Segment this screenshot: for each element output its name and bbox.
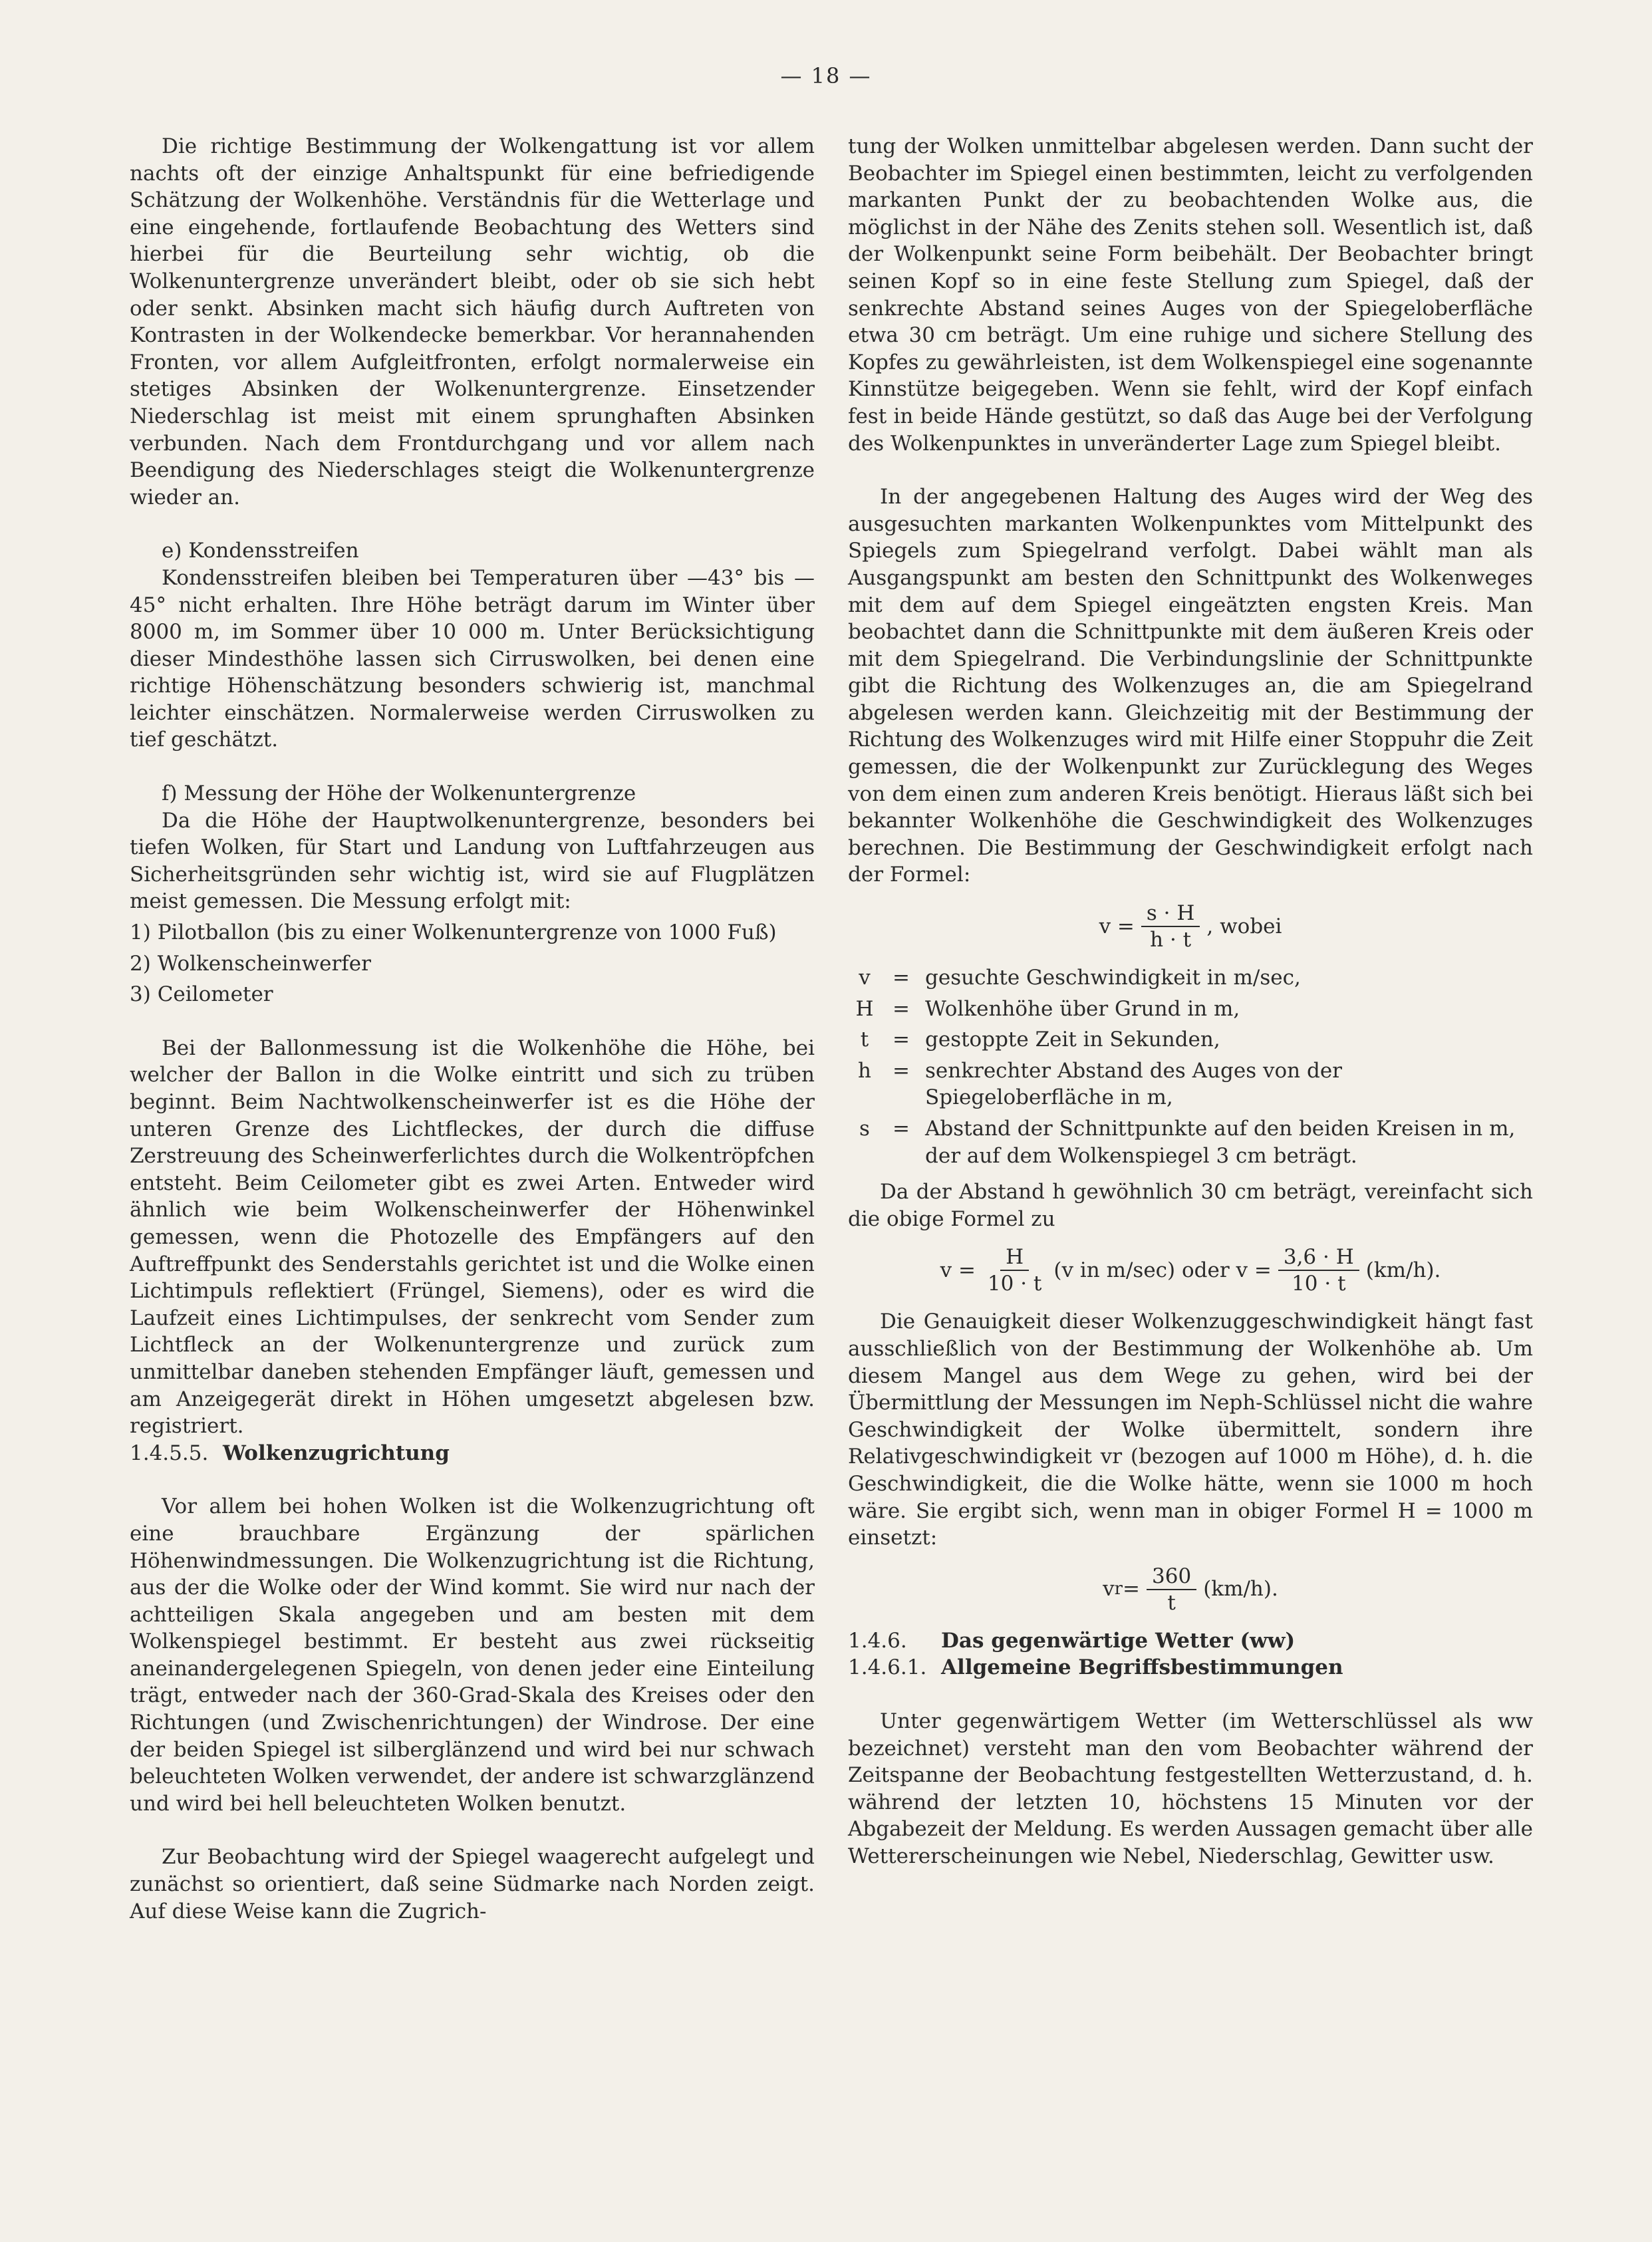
paragraph-messung: Da die Höhe der Hauptwolkenuntergrenze, besonders bei tiefen Wolken, für Start und Landung von Luftfahrzeugen aus Sicherheitsgründen sehr wichtig ist, wird sie auf Flugplätzen meist gemessen. Die Messung erfolgt mit: bbox=[130, 808, 815, 914]
section-title: Allgemeine Begriffsbestimmungen bbox=[941, 1655, 1343, 1680]
symbol-definitions bbox=[848, 964, 1533, 1169]
right-column bbox=[848, 133, 1533, 1870]
paragraph-wolkenzugrichtung: Vor allem bei hohen Wolken ist die Wolkenzugrichtung oft eine brauchbare Ergänzung der spärlichen Höhenwindmessungen. Die Wolkenzugrichtung ist die Richtung, aus der die Wolke oder der Wind kommt. Sie wird nur nach der achtteiligen Skala angegeben und am besten mit dem Wolkenspiegel bestimmt. Er besteht aus zwei rückseitig aneinandergelegenen Spiegeln, von denen jeder eine Einteilung trägt, entweder nach der 360-Grad-Skala des Kreises oder den Richtungen (und Zwischenrichtungen) der Windrose. Der eine der beiden Spiegel ist silberglänzend und wird bei nur schwach beleuchteten Wolken verwendet, der andere ist schwarzglänzend und wird bei hell beleuchteten Wolken benutzt. bbox=[130, 1494, 815, 1816]
definition-row: h = senkrechter Abstand des Auges von der Spiegeloberfläche in m, bbox=[858, 1058, 1342, 1110]
section-title: Wolkenzugrichtung bbox=[223, 1441, 450, 1465]
formula-relative-velocity: v r = $\frac{360}{t}$ (km/h). bbox=[1103, 1564, 1278, 1615]
definition-row: t = gestoppte Zeit in Sekunden, bbox=[860, 1028, 1220, 1052]
paragraph-wolkengattung: Die richtige Bestimmung der Wolkengattung ist vor allem nachts oft der einzige Anhaltspunkt für eine befriedigende Schätzung der Wolkenhöhe. Verständnis für die Wetterlage und eine eingehende, fortlaufende Beobachtung des Wetters sind hierbei für die Beurteilung sehr wichtig, ob die Wolkenuntergrenze unverändert bleibt, oder ob sie sich hebt oder senkt. Absinken macht sich häufig durch Auftreten von Kontrasten in der Wolkendecke bemerkbar. Vor herannahenden Fronten, vor allem Aufgleitfronten, erfolgt normalerweise ein stetiges Absinken der Wolkenuntergrenze. Einsetzender Niederschlag ist meist mit einem sprunghaften Absinken verbunden. Nach dem Frontdurchgang und vor allem nach Beendigung des Niederschlages steigt die Wolkenuntergrenze wieder an. bbox=[130, 134, 815, 509]
section-number: 1.4.5.5. bbox=[130, 1441, 209, 1465]
list-item: 1) Pilotballon (bis zu einer Wolkenuntergrenze von 1000 Fuß) bbox=[130, 920, 777, 945]
fraction: $\frac{3,6 \cdot H}{10 \cdot t}$ bbox=[1278, 1244, 1359, 1296]
list-item: 2) Wolkenscheinwerfer bbox=[130, 951, 371, 976]
paragraph-gegenwaertiges-wetter: Unter gegenwärtigem Wetter (im Wetterschlüssel als ww bezeichnet) versteht man den vom Beobachter während der Zeitspanne der Beobachtung festgestellten Wetterzustand, d. h. während der letzten 10, höchstens 15 Minuten vor der Abgabezeit der Meldung. Es werden Aussagen gemacht über alle Wettererscheinungen wie Nebel, Niederschlag, Gewitter usw. bbox=[848, 1709, 1533, 1868]
fraction: $\frac{360}{t}$ bbox=[1147, 1564, 1196, 1615]
definition-row: v = gesuchte Geschwindigkeit in m/sec, bbox=[859, 966, 1301, 990]
subheading-messung: f) Messung der Höhe der Wolkenuntergrenze bbox=[162, 781, 636, 806]
paragraph-abstand: Da der Abstand h gewöhnlich 30 cm beträgt, vereinfacht sich die obige Formel zu bbox=[848, 1180, 1533, 1231]
page-number: — 18 — bbox=[780, 63, 872, 88]
paragraph-haltung-auge: In der angegebenen Haltung des Auges wird der Weg des ausgesuchten markanten Wolkenpunktes vom Mittelpunkt des Spiegels zum Spiegelrand verfolgt. Dabei wählt man als Ausgangspunkt am besten den Schnittpunkt des Wolkenweges mit dem auf dem Spiegel eingeätzten engsten Kreis. Man beobachtet dann die Schnittpunkte mit dem äußeren Kreis oder mit dem Spiegelrand. Die Verbindungslinie der Schnittpunkte gibt die Richtung des Wolkenzuges an, die am Spiegelrand abgelesen werden kann. Gleichzeitig mit der Bestimmung der Richtung des Wolkenzuges wird mit Hilfe einer Stoppuhr die Zeit gemessen, die der Wolkenpunkt zur Zurücklegung des Weges von dem einen zum anderen Kreis benötigt. Hieraus läßt sich bei bekannter Wolkenhöhe die Geschwindigkeit des Wolkenzuges berechnen. Die Bestimmung der Geschwindigkeit erfolgt nach der Formel: bbox=[848, 485, 1533, 887]
section-heading-gegenwaertiges-wetter bbox=[848, 1627, 1533, 1655]
section-title: Das gegenwärtige Wetter (ww) bbox=[941, 1628, 1296, 1653]
fraction: $\frac{H}{10 \cdot t}$ bbox=[987, 1245, 1042, 1296]
paragraph-genauigkeit: Die Genauigkeit dieser Wolkenzuggeschwindigkeit hängt fast ausschließlich von der Bestimmung der Wolkenhöhe ab. Um diesem Mangel aus dem Wege zu gehen, wird bei der Übermittlung der Messungen im Neph-Schlüssel nicht die wahre Geschwindigkeit der Wolke übermittelt, sondern ihre Relativgeschwindigkeit vr (bezogen auf 1000 m Höhe), d. h. die Geschwindigkeit, die die Wolke hätte, wenn sie 1000 m hoch wäre. Sie ergibt sich, wenn man in obiger Formel H = 1000 m einsetzt: bbox=[848, 1310, 1533, 1550]
section-number: 1.4.6.1. bbox=[848, 1655, 927, 1680]
definition-row: H = Wolkenhöhe über Grund in m, bbox=[855, 996, 1240, 1021]
paragraph-zugrichtung-continued: tung der Wolken unmittelbar abgelesen werden. Dann sucht der Beobachter im Spiegel einen bestimmten, leicht zu verfolgenden markanten Punkt der zu beobachtenden Wolke aus, die möglichst in der Nähe des Zenits stehen soll. Wesentlich ist, daß der Wolkenpunkt seine Form beibehält. Der Beobachter bringt seinen Kopf so in eine feste Stellung zum Spiegel, daß der senkrechte Abstand seines Auges von der Spiegeloberfläche etwa 30 cm beträgt. Um eine ruhige und sichere Stellung des Kopfes zu gewährleisten, ist dem Wolkenspiegel eine sogenannte Kinnstütze beigegeben. Wenn sie fehlt, wird der Kopf einfach fest in beide Hände gestützt, so daß das Auge bei der Verfolgung des Wolkenpunktes in unveränderter Lage zum Spiegel bleibt. bbox=[848, 134, 1533, 456]
section-number: 1.4.6. bbox=[848, 1628, 907, 1653]
fraction: $\frac{s \cdot H}{h \cdot t}$ bbox=[1141, 901, 1200, 952]
measurement-list bbox=[130, 919, 815, 1008]
subheading-kondensstreifen: e) Kondensstreifen bbox=[162, 539, 359, 563]
paragraph-ballonmessung: Bei der Ballonmessung ist die Wolkenhöhe die Höhe, bei welcher der Ballon in die Wolke eintritt und sich zu trüben beginnt. Beim Nachtwolkenscheinwerfer ist es die Höhe der unteren Grenze des Lichtfleckes, der durch die diffuse Zerstreuung des Scheinwerferlichtes durch die Wolkentröpfchen entsteht. Beim Ceilometer gibt es zwei Arten. Entweder wird ähnlich wie beim Wolkenscheinwerfer der Höhenwinkel gemessen, wenn die Photozelle des Empfängers auf den Auftreffpunkt des Senderstahls gerichtet ist und die Wolke einen Lichtimpuls reflektiert (Früngel, Siemens), oder es wird die Laufzeit eines Lichtimpulses, der senkrecht vom Sender zum Lichtfleck an der Wolkenuntergrenze und zurück zum unmittelbar daneben stehenden Empfänger läuft, gemessen und am Anzeigegerät direkt in Höhen umgesetzt abgelesen bzw. registriert. bbox=[130, 1036, 815, 1439]
left-column bbox=[130, 133, 815, 1925]
paragraph-kondensstreifen: Kondensstreifen bleiben bei Temperaturen über —43° bis —45° nicht erhalten. Ihre Höhe beträgt darum im Winter über 8000 m, im Sommer über 10 000 m. Unter Berücksichtigung dieser Mindesthöhe lassen sich Cirruswolken, bei denen eine richtige Höhenschätzung besonders schwierig ist, manchmal leichter einschätzen. Normalerweise werden Cirruswolken zu tief geschätzt. bbox=[130, 565, 815, 752]
list-item: 3) Ceilometer bbox=[130, 982, 273, 1007]
formula-velocity: v = $\frac{s \cdot H}{h \cdot t}$ , wobei bbox=[1099, 901, 1282, 952]
section-heading-wolkenzugrichtung bbox=[130, 1440, 815, 1467]
paragraph-beobachtung: Zur Beobachtung wird der Spiegel waagerecht aufgelegt und zunächst so orientiert, daß seine Südmarke nach Norden zeigt. Auf diese Weise kann die Zugrich- bbox=[130, 1845, 815, 1923]
formula-simplified: v = $\frac{H}{10 \cdot t}$ (v in m/sec) oder v = $\frac{3,6 \cdot H}{10 \cdot t}$ (km/h). bbox=[940, 1245, 1441, 1296]
section-heading-begriffsbestimmungen bbox=[848, 1654, 1533, 1681]
definition-row: s = Abstand der Schnittpunkte auf den beiden Kreisen in m, der auf dem Wolkenspiegel 3 cm beträgt. bbox=[859, 1117, 1516, 1168]
